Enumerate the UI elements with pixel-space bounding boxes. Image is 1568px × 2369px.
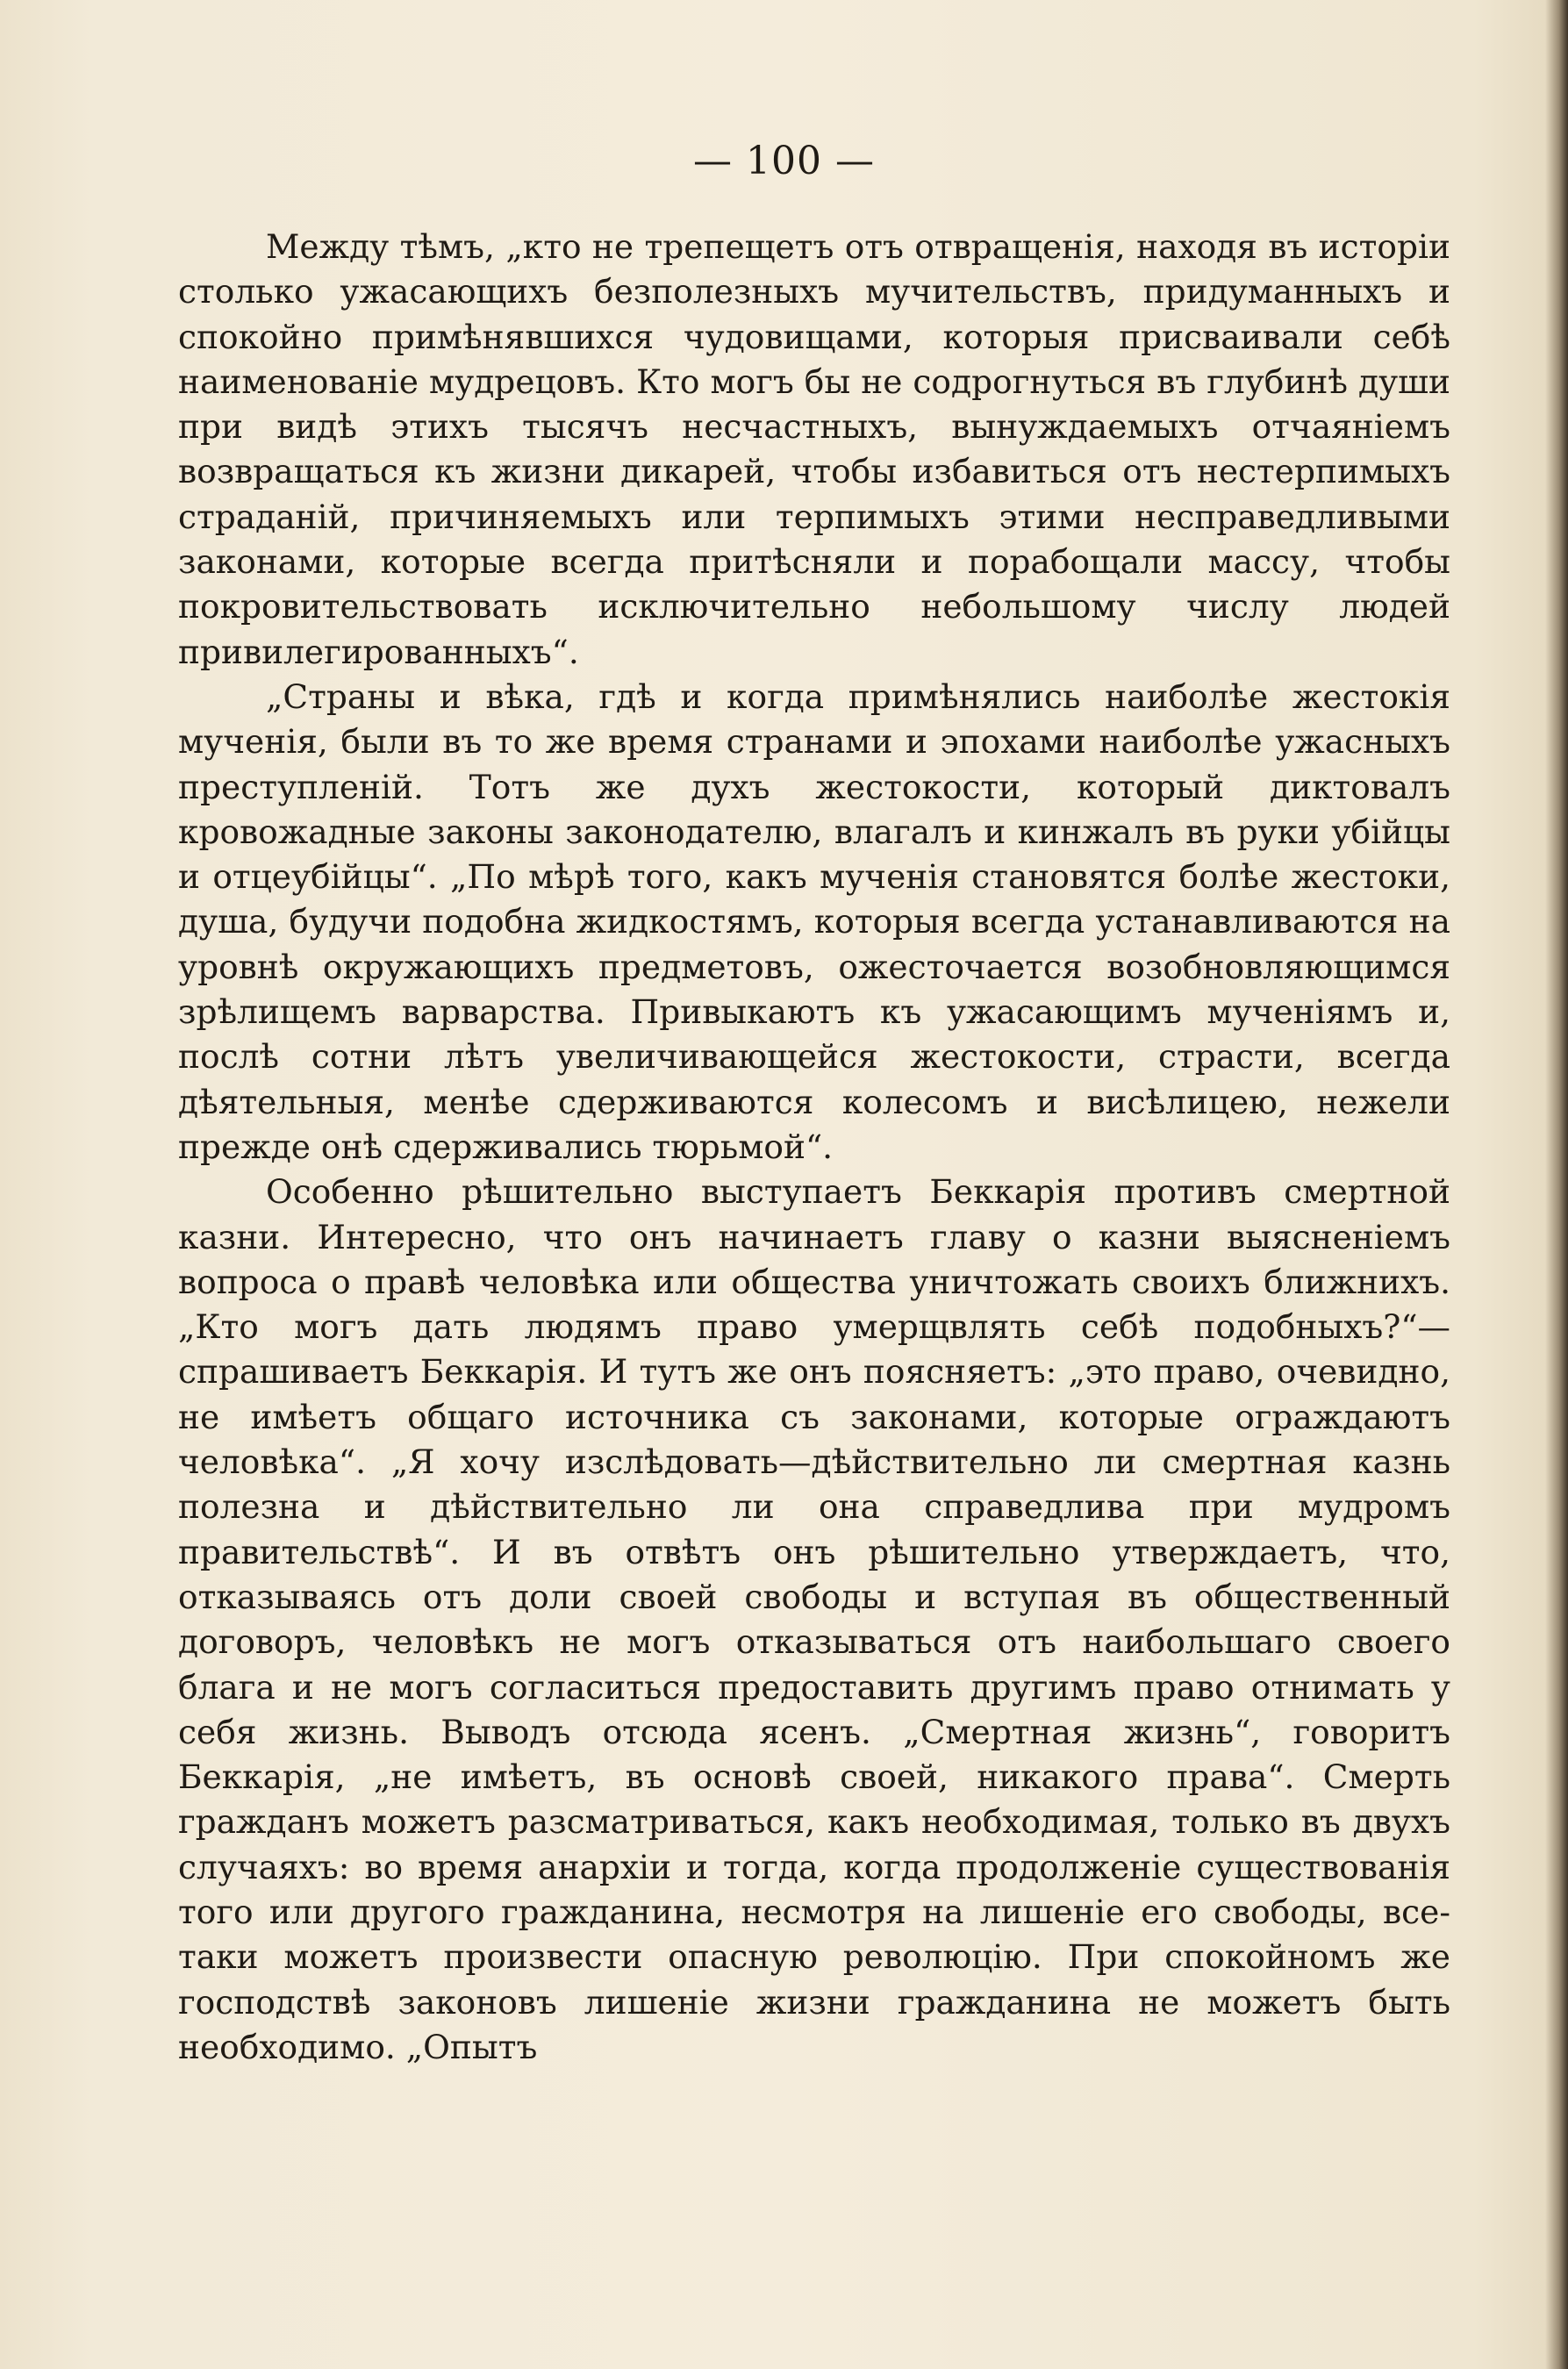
page-number: — 100 — [693, 139, 875, 183]
paragraph-3: Особенно рѣшительно выступаетъ Беккарія противъ смертной казни. Интересно, что онъ начинаетъ главу о казни выясненіемъ вопроса о правѣ человѣка или общества уничтожать своихъ ближнихъ. „Кто могъ дать людямъ право умерщвлять себѣ подобныхъ?“—спрашиваетъ Беккарія. И тутъ же онъ поясняетъ: „это право, очевидно, не имѣетъ общаго источника съ законами, которые ограждаютъ человѣка“. „Я хочу изслѣдовать—дѣйствительно ли смертная казнь полезна и дѣйствительно ли она справедлива при мудромъ правительствѣ“. И въ отвѣтъ онъ рѣшительно утверждаетъ, что, отказываясь отъ доли своей свободы и вступая въ общественный договоръ, человѣкъ не могъ отказываться отъ наибольшаго своего блага и не могъ согласиться предоставить другимъ право отнимать у себя жизнь. Выводъ отсюда ясенъ. „Смертная жизнь“, говоритъ Беккарія, „не имѣетъ, въ основѣ своей, никакого права“. Смерть гражданъ можетъ разсматриваться, какъ необходимая, только въ двухъ случаяхъ: во время анархіи и тогда, когда продолженіе существованія того или другого гражданина, несмотря на лишеніе его свободы, все-таки можетъ произвести опасную революцію. При спокойномъ же господствѣ законовъ лишеніе жизни гражданина не можетъ быть необходимо. „Опытъ [178, 1172, 1450, 2066]
paragraph-1: Между тѣмъ, „кто не трепещетъ отъ отвращенія, находя въ исторіи столько ужасающихъ безполезныхъ мучительствъ, придуманныхъ и спокойно примѣнявшихся чудовищами, которыя присваивали себѣ наименованіе мудрецовъ. Кто могъ бы не содрогнуться въ глубинѣ души при видѣ этихъ тысячъ несчастныхъ, вынуждаемыхъ отчаяніемъ возвращаться къ жизни дикарей, чтобы избавиться отъ нестерпимыхъ страданій, причиняемыхъ или терпимыхъ этими несправедливыми законами, которые всегда притѣсняли и порабощали массу, чтобы покровительствовать исключительно небольшому числу людей привилегированныхъ“. [178, 227, 1450, 671]
paragraph-2: „Страны и вѣка, гдѣ и когда примѣнялись наиболѣе жестокія мученія, были въ то же время странами и эпохами наиболѣе ужасныхъ преступленій. Тотъ же духъ жестокости, который диктовалъ кровожадные законы законодателю, влагалъ и кинжалъ въ руки убійцы и отцеубійцы“. „По мѣрѣ того, какъ мученія становятся болѣе жестоки, душа, будучи подобна жидкостямъ, которыя всегда устанавливаются на уровнѣ окружающихъ предметовъ, ожесточается возобновляющимся зрѣлищемъ варварства. Привыкаютъ къ ужасающимъ мученіямъ и, послѣ сотни лѣтъ увеличивающейся жестокости, страсти, всегда дѣятельныя, менѣе сдерживаются колесомъ и висѣлицею, нежели прежде онѣ сдерживались тюрьмой“. [178, 676, 1450, 1166]
page-edge-shadow [1545, 0, 1568, 2369]
body-text [178, 225, 1450, 2070]
